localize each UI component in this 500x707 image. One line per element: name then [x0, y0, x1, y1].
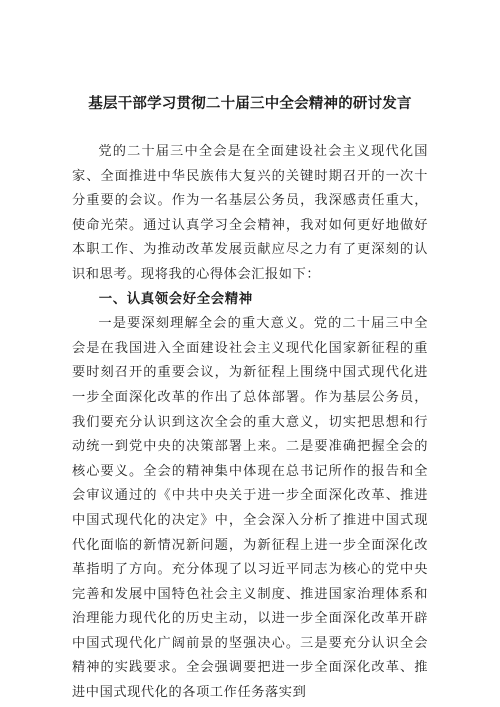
section-1-paragraph: 一是要深刻理解全会的重大意义。党的二十届三中全会是在我国进入全面建设社会主义现代化国家新征程的重要时刻召开的重要会议，为新征程上围绕中国式现代化进一步全面深化改革的作出了总体部署。作为基层公务员，我们要充分认识到这次全会的重大意义，切实把思想和行动统一到党中央的决策部署上来。二是要准确把握全会的核心要义。全会的精神集中体现在总书记所作的报告和全会审议通过的《中共中央关于进一步全面深化改革、推进中国式现代化的决定》中，全会深入分析了推进中国式现代化面临的新情况新问题，为新征程上进一步全面深化改革指明了方向。充分体现了以习近平同志为核心的党中央完善和发展中国特色社会主义制度、推进国家治理体系和治理能力现代化的历史主动，以进一步全面深化改革开辟中国式现代化广阔前景的坚强决心。三是要充分认识全会精神的实践要求。全会强调要把进一步全面深化改革、推进中国式现代化的各项工作任务落实到	[72, 316, 428, 701]
intro-paragraph: 党的二十届三中全会是在全面建设社会主义现代化国家、全面推进中华民族伟大复兴的关键时期召开的一次十分重要的会议。作为一名基层公务员，我深感责任重大，使命光荣。通过认真学习全会精神，我对如何更好地做好本职工作、为推动改革发展贡献应尽之力有了更深刻的认识和思考。现将我的心得体会汇报如下：	[72, 144, 428, 282]
document-title: 基层干部学习贯彻二十届三中全会精神的研讨发言	[88, 96, 412, 112]
document-body	[72, 140, 428, 706]
section-1-heading: 一、认真领会好全会精神	[98, 291, 253, 307]
